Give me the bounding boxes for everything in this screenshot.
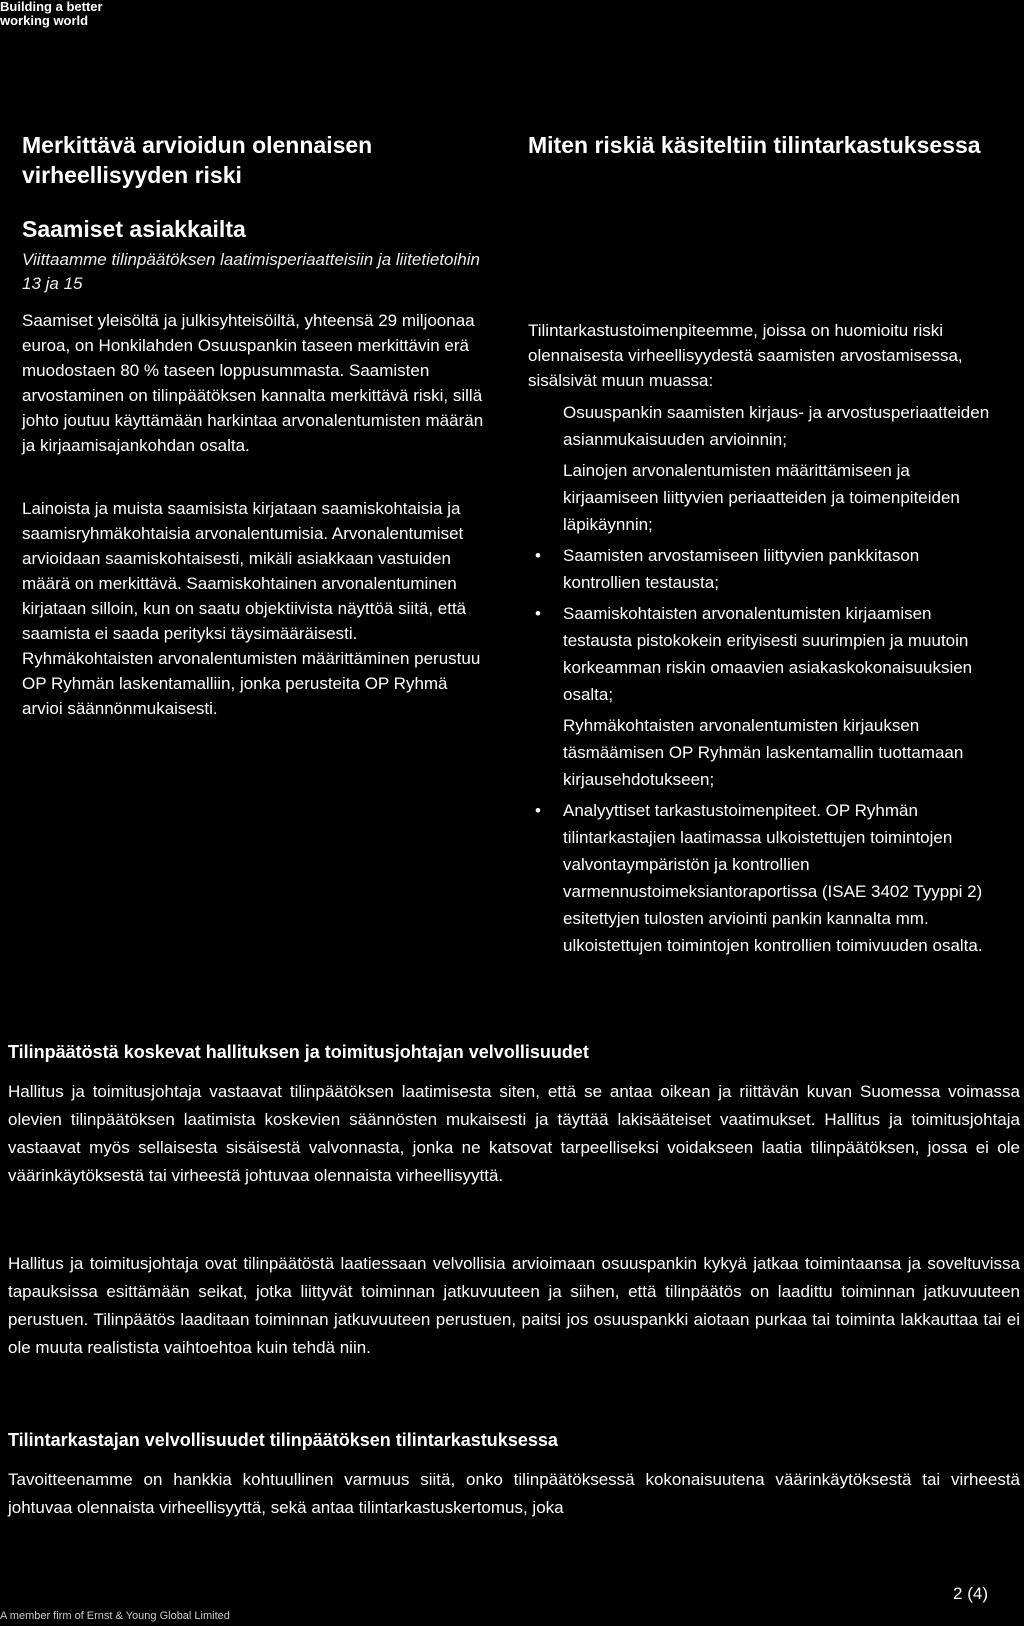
section2-paragraph-2: Hallitus ja toimitusjohtaja ovat tilinpäätöstä laatiessaan velvollisia arvioimaan osuuspankin kykyä jatkaa toimintaansa ja soveltuvissa tapauksissa esittämään seikat, jotka liittyvät toiminnan jatkuvuuteen ja siihen, että tilinpäätös on laadittu toiminnan jatkuvuuteen perustuen. Tilinpäätös laaditaan toiminnan jatkuvuuteen perustuen, paitsi jos osuuspankki aiotaan purkaa tai toiminta lakkauttaa tai ei ole muuta realistista vaihtoehtoa kuin tehdä niin. bbox=[8, 1254, 1020, 1357]
list-item: • Analyyttiset tarkastustoimenpiteet. OP Ryhmän tilintarkastajien laatimassa ulkoistettujen toimintojen valvontaympäristön ja kontrollien varmennustoimeksiantoraportissa (ISAE 3402 Tyyppi 2) esitettyjen tulosten arviointi pankin kannalta mm. ulkoistettujen toimintojen kontrollien toimivuuden osalta. bbox=[528, 797, 998, 959]
right-intro: Tilintarkastustoimenpiteemme, joissa on huomioitu riski olennaisesta virheellisyydestä saamisten arvostamisessa, sisälsivät muun muassa: bbox=[528, 321, 963, 390]
brand-line-2: working world bbox=[0, 13, 89, 28]
bullet: • bbox=[535, 604, 541, 623]
list-item: Osuuspankin saamisten kirjaus- ja arvostusperiaatteiden asianmukaisuuden arvioinnin; bbox=[563, 403, 990, 449]
list-item: • Saamiskohtaisten arvonalentumisten kirjaamisen testausta pistokokein erityisesti suurimpien ja muutoin korkeamman riskin omaavien asiakaskokonaisuuksien osalta; bbox=[528, 600, 998, 708]
procedure-list bbox=[528, 399, 998, 959]
list-item: Ryhmäkohtaisten arvonalentumisten kirjauksen täsmäämisen OP Ryhmän laskentamallin tuottamaan kirjausehdotukseen; bbox=[563, 716, 964, 789]
section-title-receivables: Saamiset asiakkailta bbox=[22, 216, 246, 242]
right-column-header: Miten riskiä käsiteltiin tilintarkastuksessa bbox=[528, 132, 981, 158]
bullet: • bbox=[535, 546, 541, 565]
list-item: • Saamisten arvostamiseen liittyvien pankkitason kontrollien testausta; bbox=[528, 542, 998, 596]
section3-paragraph-1: Tavoitteenamme on hankkia kohtuullinen varmuus siitä, onko tilinpäätöksessä kokonaisuutena väärinkäytöksestä tai virheestä johtuvaa olennaista virheellisyyttä, sekä antaa tilintarkastuskertomus, joka bbox=[8, 1470, 1020, 1517]
right-column bbox=[528, 318, 998, 963]
list-item: Lainojen arvonalentumisten määrittämiseen ja kirjaamiseen liittyvien periaatteiden ja toimenpiteiden läpikäynnin; bbox=[563, 461, 960, 534]
section2-paragraph-1: Hallitus ja toimitusjohtaja vastaavat tilinpäätöksen laatimisesta siten, että se antaa oikean ja riittävän kuvan Suomessa voimassa olevien tilinpäätöksen laatimista koskevien säännösten mukaisesti ja täyttää lakisääteiset vaatimukset. Hallitus ja toimitusjohtaja vastaavat myös sellaisesta sisäisestä valvonnasta, jonka ne katsovat tarpeelliseksi voidakseen laatia tilinpäätöksen, jossa ei ole väärinkäytöksestä tai virheestä johtuvaa olennaista virheellisyyttä. bbox=[8, 1082, 1020, 1185]
section-subtitle: Viittaamme tilinpäätöksen laatimisperiaatteisiin ja liitetietoihin 13 ja 15 bbox=[22, 250, 480, 293]
brand-line-1: Building a better bbox=[0, 0, 103, 14]
page-number: 2 (4) bbox=[953, 1584, 988, 1603]
left-paragraph-2: Lainoista ja muista saamisista kirjataan saamiskohtaisia ja saamisryhmäkohtaisia arvonalentumisia. Arvonalentumiset arvioidaan saamiskohtaisesti, mikäli asiakkaan vastuiden määrä on merkittävä. Saamiskohtainen arvonalentuminen kirjataan silloin, kun on saatu objektiivista näyttöä siitä, että saamista ei saada perityksi täysimääräisesti. Ryhmäkohtaisten arvonalentumisten määrittäminen perustuu OP Ryhmän laskentamalliin, jonka perusteita OP Ryhmä arvioi säännönmukaisesti. bbox=[22, 499, 481, 718]
section2-title: Tilinpäätöstä koskevat hallituksen ja toimitusjohtajan velvollisuudet bbox=[8, 1042, 589, 1062]
left-column-header: Merkittävä arvioidun olennaisen virheellisyyden riski bbox=[22, 132, 373, 188]
bullet: • bbox=[535, 801, 541, 820]
brand-logo-text bbox=[0, 0, 103, 28]
left-paragraph-1: Saamiset yleisöltä ja julkisyhteisöiltä, yhteensä 29 miljoonaa euroa, on Honkilahden Osuuspankin taseen merkittävin erä muodostaen 80 % taseen loppusummasta. Saamisten arvostaminen on tilinpäätöksen kannalta merkittävä riski, sillä johto joutuu käyttämään harkintaa arvonalentumisten määrän ja kirjaamisajankohdan osalta. bbox=[22, 311, 484, 455]
footer-note: A member firm of Ernst & Young Global Limited bbox=[0, 1610, 230, 1622]
section3-title: Tilintarkastajan velvollisuudet tilinpäätöksen tilintarkastuksessa bbox=[8, 1430, 558, 1450]
